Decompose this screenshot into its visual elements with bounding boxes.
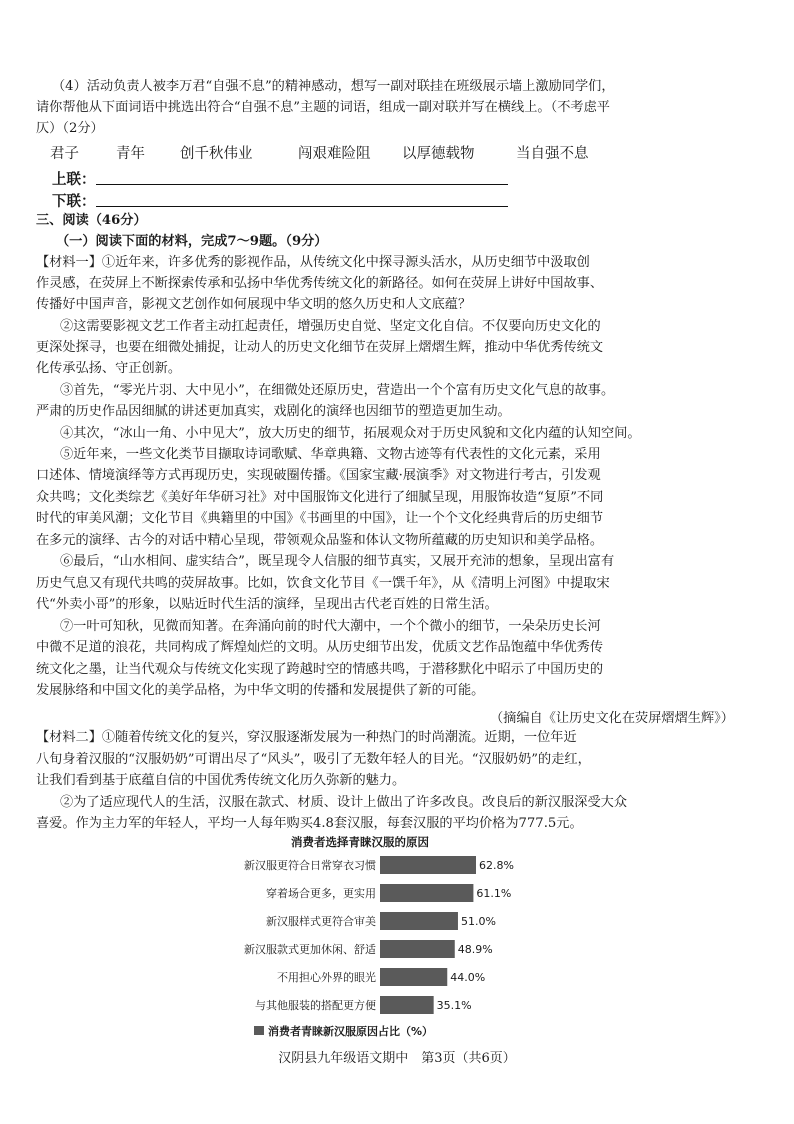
material1-line: ④其次，“冰山一角、小中见大”，放大历史的细节，拓展观众对于历史风貌和文化内蕴的认知空间。 xyxy=(60,426,641,441)
material1-line: 口述体、情境演绎等方式再现历史，实现破圈传播。《国家宝藏·展演季》对文物进行考古，引发观 xyxy=(36,468,601,483)
material2-line: ②为了适应现代人的生活，汉服在款式、材质、设计上做出了许多改良。改良后的新汉服深受大众 xyxy=(60,795,628,810)
material1-line: ③首先，“零光片羽、大中见小”，在细微处还原历史，营造出一个个富有历史文化气息的故事。 xyxy=(60,383,615,398)
chart-bar xyxy=(380,940,455,958)
chart-bar xyxy=(380,968,447,986)
chart-bar xyxy=(380,996,434,1014)
chart-bar xyxy=(380,884,473,902)
chart-bar xyxy=(380,856,476,874)
chart-value-label: 51.0% xyxy=(460,915,496,928)
word-option: 君子 xyxy=(50,146,79,162)
lower-couplet-blank[interactable] xyxy=(96,206,508,207)
word-option: 青年 xyxy=(116,146,145,162)
material1-line: ⑥最后，“山水相间、虚实结合”，既呈现令人信服的细节真实，又展开充沛的想象，呈现出富有 xyxy=(60,554,615,569)
chart-value-label: 48.9% xyxy=(457,943,493,956)
chart-title: 消费者选择青睐汉服的原因 xyxy=(291,835,429,849)
chart-category-label: 新汉服款式更加休闲、舒适 xyxy=(244,943,376,956)
reasons-bar-chart xyxy=(0,830,794,1042)
page-footer: 汉阴县九年级语文期中 第3页（共6页） xyxy=(278,1051,516,1066)
material2-line: 喜爱。作为主力军的年轻人，平均一人每年购买4.8套汉服，每套汉服的平均价格为777.5元。 xyxy=(36,816,583,831)
material1-line: 传播好中国声音，影视文艺创作如何展现中华文明的悠久历史和人文底蕴？ xyxy=(36,297,472,312)
word-option: 以厚德载物 xyxy=(402,146,475,162)
material1-line: 严肃的历史作品因细腻的讲述更加真实，戏剧化的演绎也因细节的塑造更加生动。 xyxy=(36,404,511,419)
material1-line: 化传承弘扬、守正创新。 xyxy=(36,361,182,376)
material2-line: 让我们看到基于底蕴自信的中国优秀传统文化历久弥新的魅力。 xyxy=(36,773,406,788)
material1-line: 【材料一】①近年来，许多优秀的影视作品，从传统文化中探寻源头活水，从历史细节中汲取创 xyxy=(36,255,590,270)
material2-line: 【材料二】①随着传统文化的复兴，穿汉服逐渐发展为一种热门的时尚潮流。近期，一位年近 xyxy=(36,730,577,745)
section-title: 三、阅读（46分） xyxy=(36,213,147,228)
chart-legend: 消费者青睐新汉服原因占比（%） xyxy=(268,1025,434,1038)
word-option: 当自强不息 xyxy=(516,146,589,162)
material1-line: 时代的审美风潮；文化节目《典籍里的中国》《书画里的中国》，让一个个文化经典背后的历史细节 xyxy=(36,511,604,526)
material1-line: 历史气息又有现代共鸣的荧屏故事。比如，饮食文化节目《一馔千年》，从《清明上河图》中提取宋 xyxy=(36,576,610,591)
material1-line: 众共鸣；文化类综艺《美好年华研习社》对中国服饰文化进行了细腻呈现，用服饰妆造“复原”不同 xyxy=(36,490,604,505)
material1-line: 发展脉络和中国文化的美学品格，为中华文明的传播和发展提供了新的可能。 xyxy=(36,683,485,698)
material1-line: 作灵感，在荧屏上不断探索传承和弘扬中华优秀传统文化的新路径。如何在荧屏上讲好中国故事、 xyxy=(36,276,604,291)
chart-category-label: 穿着场合更多，更实用 xyxy=(266,887,376,900)
chart-value-label: 62.8% xyxy=(479,859,514,872)
chart-category-label: 新汉服样式更符合审美 xyxy=(266,915,376,928)
upper-couplet-label: 上联： xyxy=(52,171,96,188)
material1-line: 在多元的演绎、古今的对话中精心呈现，带领观众品鉴和体认文物所蕴藏的历史知识和美学品格。 xyxy=(36,533,604,548)
material2-line: 八旬身着汉服的“汉服奶奶”可谓出尽了“风头”，吸引了无数年轻人的目光。“汉服奶奶”的走红， xyxy=(36,752,591,767)
word-option: 创千秋伟业 xyxy=(180,146,253,162)
chart-value-label: 61.1% xyxy=(476,887,512,900)
chart-value-label: 35.1% xyxy=(436,999,472,1012)
upper-couplet-blank[interactable] xyxy=(96,184,508,185)
chart-category-label: 新汉服更符合日常穿衣习惯 xyxy=(244,859,376,872)
material1-line: ②这需要影视文艺工作者主动扛起责任，增强历史自觉、坚定文化自信。不仅要向历史文化的 xyxy=(60,319,601,334)
material1-line: ⑤近年来，一些文化类节目撷取诗词歌赋、华章典籍、文物古迹等有代表性的文化元素，采用 xyxy=(60,447,601,462)
section-subtitle: （一）阅读下面的材料，完成7～9题。（9分） xyxy=(56,234,328,249)
chart-bar xyxy=(380,912,458,930)
question4-line: （4）活动负责人被李万君“自强不息”的精神感动，想写一副对联挂在班级展示墙上激励同学们， xyxy=(52,79,615,94)
material1-line: 代“外卖小哥”的形象，以贴近时代生活的演绎，呈现出古代老百姓的日常生活。 xyxy=(36,597,498,612)
material1-line: 中微不足道的浪花，共同构成了辉煌灿烂的文明。从历史细节出发，优质文艺作品饱蕴中华优秀传 xyxy=(36,640,604,655)
material1-line: 更深处探寻，也要在细微处捕捉，让动人的历史文化细节在荧屏上熠熠生辉，推动中华优秀传统文 xyxy=(36,340,604,355)
material1-line: ⑦一叶可知秋，见微而知著。在奔涌向前的时代大潮中，一个个微小的细节，一朵朵历史长河 xyxy=(60,619,601,634)
question4-line: 请你帮他从下面词语中挑选出符合“自强不息”主题的词语，组成一副对联并写在横线上。（不考虑平 xyxy=(36,100,610,115)
legend-swatch xyxy=(254,1026,264,1035)
material1-line: 统文化之墨，让当代观众与传统文化实现了跨越时空的情感共鸣，于潜移默化中昭示了中国历史的 xyxy=(36,662,604,677)
word-option: 闯艰难险阻 xyxy=(298,146,371,162)
chart-category-label: 不用担心外界的眼光 xyxy=(277,971,376,984)
chart-category-label: 与其他服装的搭配更方便 xyxy=(255,999,376,1012)
question4-line: 仄）（2分） xyxy=(36,121,104,136)
chart-value-label: 44.0% xyxy=(450,971,486,984)
material1-source: （摘编自《让历史文化在荧屏熠熠生辉》） xyxy=(490,711,734,726)
lower-couplet-label: 下联： xyxy=(52,193,96,210)
